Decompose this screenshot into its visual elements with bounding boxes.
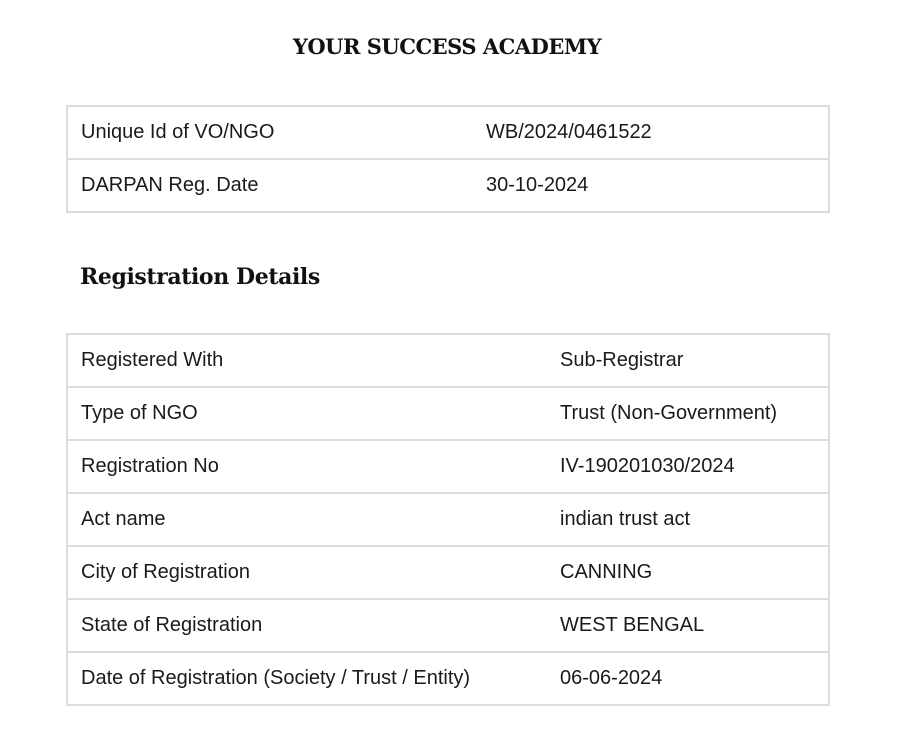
row-label: Type of NGO	[67, 387, 547, 440]
table-row	[67, 546, 829, 599]
darpan-info-table	[66, 105, 830, 213]
row-value: IV-190201030/2024	[547, 440, 829, 493]
table-row	[67, 652, 829, 705]
row-label: City of Registration	[67, 546, 547, 599]
row-label: Unique Id of VO/NGO	[67, 106, 473, 159]
registration-details-table	[66, 333, 830, 706]
table-row	[67, 599, 829, 652]
row-value: WB/2024/0461522	[473, 106, 829, 159]
section-heading-registration-details: Registration Details	[80, 264, 320, 290]
page-title: YOUR SUCCESS ACADEMY	[292, 34, 602, 59]
table-row	[67, 106, 829, 159]
row-value: Sub-Registrar	[547, 334, 829, 387]
row-label: Registered With	[67, 334, 547, 387]
row-label: State of Registration	[67, 599, 547, 652]
table-row	[67, 493, 829, 546]
row-label: Act name	[67, 493, 547, 546]
row-value: WEST BENGAL	[547, 599, 829, 652]
row-value: 06-06-2024	[547, 652, 829, 705]
row-label: Registration No	[67, 440, 547, 493]
row-label: DARPAN Reg. Date	[67, 159, 473, 212]
table-row	[67, 440, 829, 493]
row-label: Date of Registration (Society / Trust / Entity)	[67, 652, 547, 705]
table-row	[67, 159, 829, 212]
row-value: indian trust act	[547, 493, 829, 546]
table-row	[67, 334, 829, 387]
row-value: Trust (Non-Government)	[547, 387, 829, 440]
row-value: CANNING	[547, 546, 829, 599]
row-value: 30-10-2024	[473, 159, 829, 212]
table-row	[67, 387, 829, 440]
